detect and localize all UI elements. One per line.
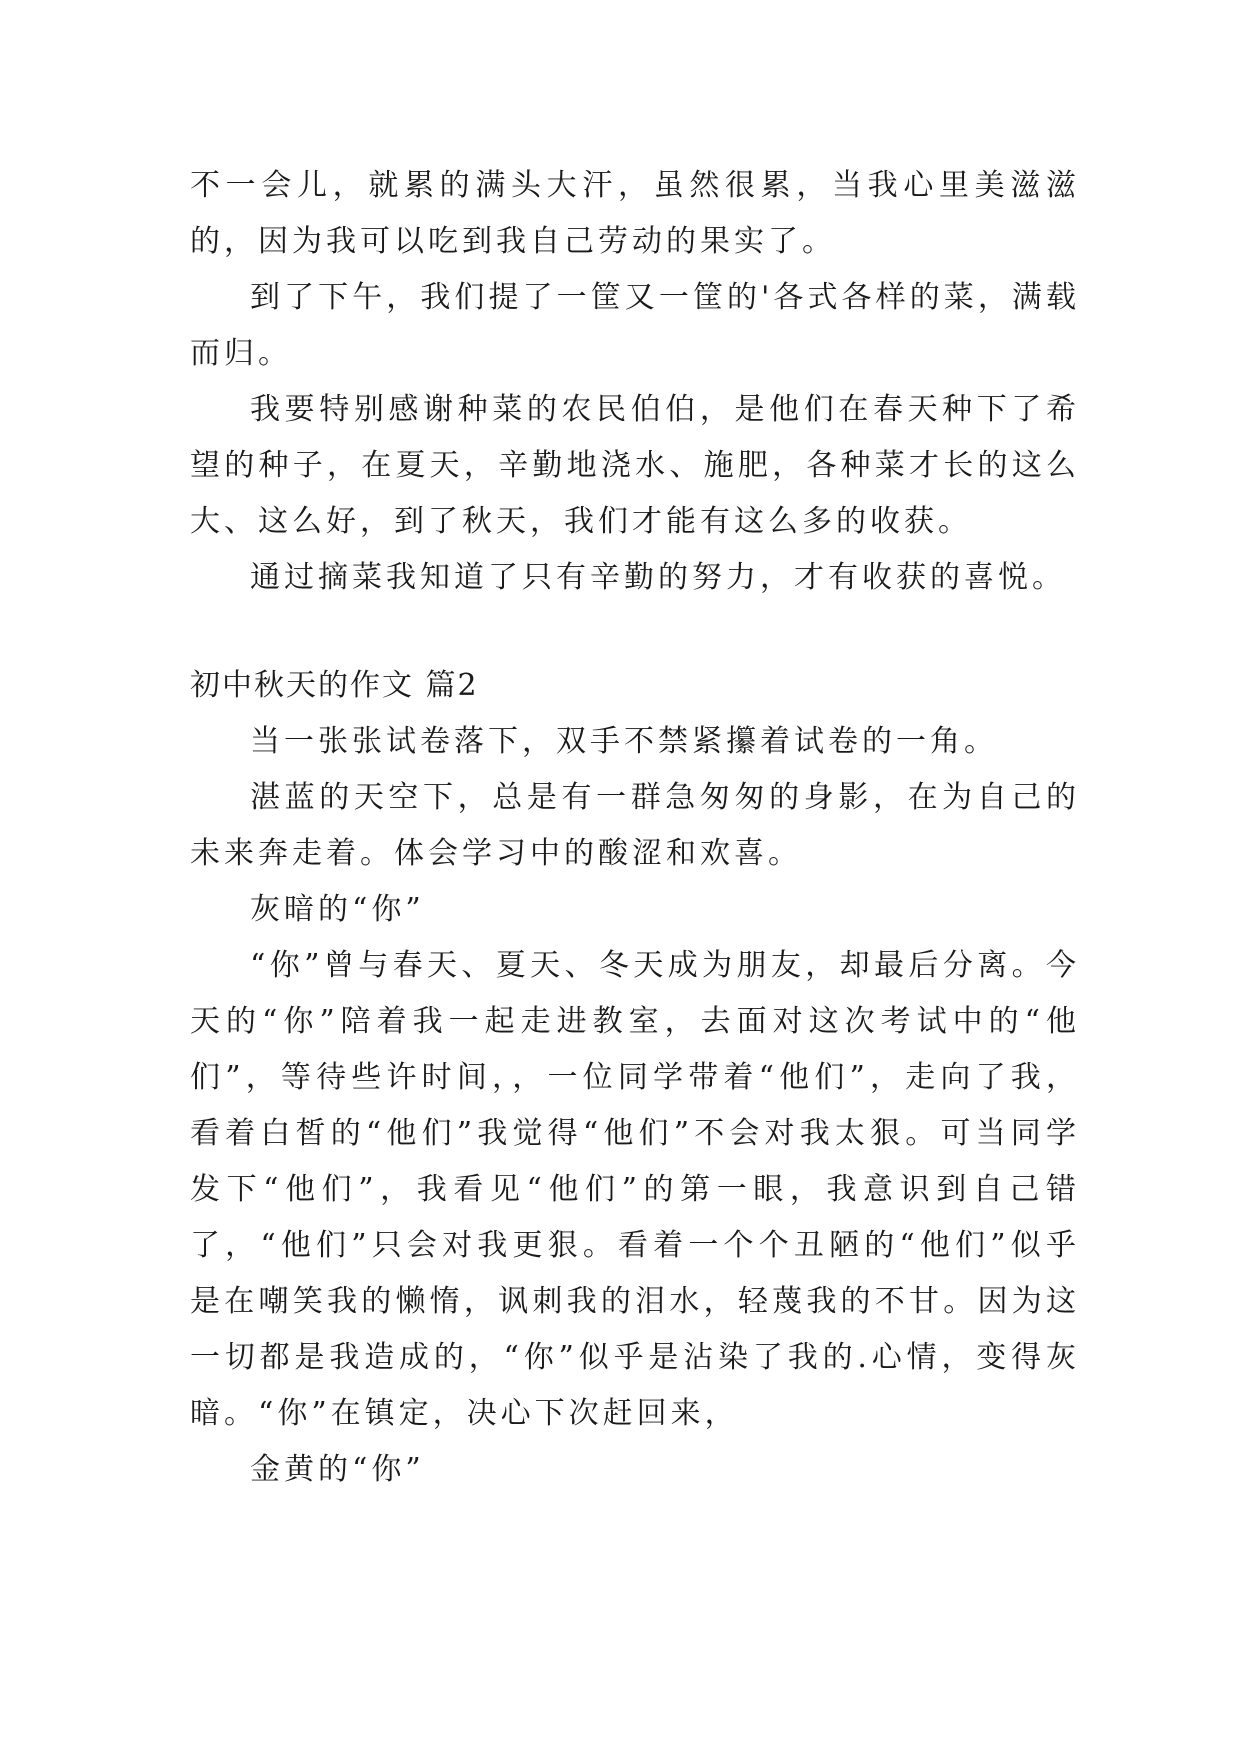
section-heading: 初中秋天的作文 篇2	[190, 668, 479, 703]
subheading-paragraph: 灰暗的“你”	[250, 892, 425, 927]
subheading-paragraph: 金黄的“你”	[250, 1452, 425, 1487]
paragraph: 到了下午，我们提了一筐又一筐的'各式各样的菜，满载而归。	[190, 280, 1080, 371]
paragraph: 湛蓝的天空下，总是有一群急匆匆的身影，在为自己的未来奔走着。体会学习中的酸涩和欢喜。	[190, 780, 1080, 871]
document-page	[190, 158, 1080, 1498]
paragraph: 通过摘菜我知道了只有辛勤的努力，才有收获的喜悦。	[250, 560, 1066, 595]
paragraph: “你”曾与春天、夏天、冬天成为朋友，却最后分离。今天的“你”陪着我一起走进教室，去面对这次考试中的“他们”，等待些许时间，，一位同学带着“他们”，走向了我，看着白皙的“他们”我觉得“他们”不会对我太狠。可当同学发下“他们”，我看见“他们”的第一眼，我意识到自己错了，“他们”只会对我更狠。看着一个个丑陋的“他们”似乎是在嘲笑我的懒惰，讽刺我的泪水，轻蔑我的不甘。因为这一切都是我造成的，“你”似乎是沾染了我的.心情，变得灰暗。“你”在镇定，决心下次赶回来，	[190, 948, 1080, 1431]
paragraph: 我要特别感谢种菜的农民伯伯，是他们在春天种下了希望的种子，在夏天，辛勤地浇水、施肥，各种菜才长的这么大、这么好，到了秋天，我们才能有这么多的收获。	[190, 392, 1080, 539]
paragraph: 当一张张试卷落下，双手不禁紧攥着试卷的一角。	[250, 724, 998, 759]
paragraph-continuation: 不一会儿，就累的满头大汗，虽然很累，当我心里美滋滋的，因为我可以吃到我自己劳动的果实了。	[190, 168, 1080, 259]
section-gap	[190, 606, 1080, 658]
